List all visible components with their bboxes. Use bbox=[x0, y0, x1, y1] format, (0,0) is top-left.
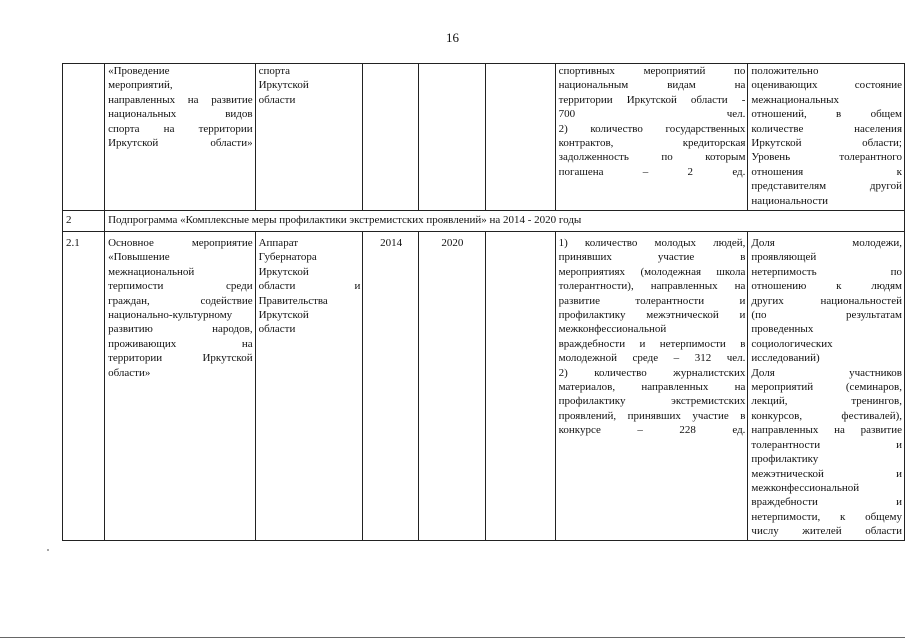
text-line: враждебности и bbox=[751, 496, 902, 509]
text-line: профилактику bbox=[751, 453, 819, 466]
text-line: мероприятий, bbox=[108, 79, 173, 92]
cell-executor bbox=[255, 64, 363, 211]
indicator-1-text bbox=[559, 236, 746, 366]
text-line: лекций, тренингов, bbox=[751, 395, 902, 408]
text-line: социологических bbox=[751, 337, 833, 350]
executor-text bbox=[259, 236, 361, 337]
text-line: нетерпимости, к общему bbox=[751, 510, 902, 523]
text-line: нетерпимость по bbox=[751, 265, 902, 278]
text-line: Иркутской bbox=[258, 265, 309, 278]
text-line: терпимости среди bbox=[108, 280, 253, 293]
text-line: Основное мероприятие bbox=[108, 237, 253, 249]
text-line: территории Иркутской bbox=[108, 352, 253, 365]
cell-year-start bbox=[363, 64, 418, 211]
text-line: принявших участие в bbox=[558, 251, 746, 264]
indicator-2-text bbox=[559, 366, 746, 438]
text-line: мероприятий (семинаров, bbox=[751, 381, 902, 394]
cell-empty bbox=[485, 232, 555, 541]
text-line: (по результатам bbox=[751, 309, 902, 322]
text-line: проявляющей bbox=[751, 251, 817, 264]
executor-text bbox=[259, 64, 361, 107]
text-line: оценивающих состояние bbox=[751, 79, 902, 92]
text-line: Уровень толерантного bbox=[751, 151, 902, 164]
cell-results bbox=[748, 64, 905, 211]
text-line: враждебности и нетерпимости в bbox=[558, 337, 746, 350]
text-line: количестве населения bbox=[751, 122, 902, 135]
text-line: межконфессиональной bbox=[558, 323, 667, 336]
text-line: толерантности), направленных на bbox=[558, 280, 746, 293]
text-line: 2) количество журналистских bbox=[558, 366, 746, 379]
text-line: межконфессиональной bbox=[751, 481, 860, 494]
text-line: направленных на развитие bbox=[108, 93, 253, 106]
text-line: конкурсе – 228 ед. bbox=[558, 424, 746, 437]
text-line: профилактику экстремистских bbox=[558, 395, 746, 408]
table-row-subprogram bbox=[63, 211, 905, 232]
text-line: Доля участников bbox=[751, 366, 902, 379]
text-line: «Повышение bbox=[108, 251, 170, 264]
cell-event bbox=[105, 64, 255, 211]
scan-bottom-edge bbox=[0, 637, 905, 638]
text-line: материалов, направленных на bbox=[558, 381, 746, 394]
text-line: области bbox=[258, 323, 296, 336]
text-line: Иркутской bbox=[258, 309, 309, 322]
text-line: контрактов, кредиторская bbox=[558, 137, 746, 150]
text-line: молодежной среде – 312 чел. bbox=[558, 352, 746, 365]
cell-indicators bbox=[555, 232, 748, 541]
program-table bbox=[62, 63, 905, 541]
text-line: задолженность по которым bbox=[558, 151, 746, 164]
event-text bbox=[108, 236, 252, 380]
text-line: представителям другой bbox=[751, 180, 902, 193]
scan-speck bbox=[47, 549, 49, 551]
cell-event bbox=[105, 232, 255, 541]
cell-year-end bbox=[418, 64, 485, 211]
text-line: спортивных мероприятий по bbox=[558, 65, 746, 77]
text-line: отношения к bbox=[751, 165, 902, 178]
text-line: погашена – 2 ед. bbox=[558, 165, 746, 178]
text-line: проявлений, принявших участие в bbox=[558, 409, 746, 422]
text-line: других национальностей bbox=[751, 294, 902, 307]
text-line: 1) количество молодых людей, bbox=[558, 237, 746, 249]
cell-number bbox=[63, 64, 105, 211]
cell-executor bbox=[255, 232, 363, 541]
text-line: исследований) bbox=[751, 352, 820, 365]
text-line: Иркутской области» bbox=[108, 137, 253, 150]
text-line: Доля молодежи, bbox=[751, 237, 902, 249]
text-line: положительно bbox=[751, 65, 819, 77]
page-number: 16 bbox=[446, 30, 459, 45]
text-line: проживающих на bbox=[108, 337, 253, 350]
text-line: граждан, содействие bbox=[108, 294, 253, 307]
text-line: развитие толерантности и bbox=[558, 294, 746, 307]
results-text bbox=[751, 64, 902, 208]
text-line: отношений, в общем bbox=[751, 108, 902, 121]
cell-year-end: 2020 bbox=[418, 232, 485, 541]
indicators-text bbox=[559, 64, 746, 179]
text-line: числу жителей области bbox=[751, 525, 902, 538]
text-line: межэтнической и bbox=[751, 467, 902, 480]
text-line: Губернатора bbox=[258, 251, 317, 264]
text-line: развитию народов, bbox=[108, 323, 253, 336]
cell-results bbox=[748, 232, 905, 541]
text-line: Аппарат bbox=[258, 237, 299, 249]
text-line: спорта bbox=[258, 65, 291, 77]
text-line: 2) количество государственных bbox=[558, 122, 746, 135]
cell-indicators bbox=[555, 64, 748, 211]
text-line: профилактику межэтнической и bbox=[558, 309, 746, 322]
text-line: отношению к людям bbox=[751, 280, 902, 293]
text-line: области bbox=[258, 93, 296, 106]
text-line: толерантности и bbox=[751, 438, 902, 451]
text-line: национальных видов bbox=[108, 108, 253, 121]
text-line: 700 чел. bbox=[558, 108, 746, 121]
text-line: проведенных bbox=[751, 323, 814, 336]
text-line: конкурсов, фестивалей), bbox=[751, 409, 902, 422]
event-text bbox=[108, 64, 252, 150]
subprogram-title: Подпрограмма «Комплексные меры профилактики экстремистских проявлений» на 2014 - 2020 годы bbox=[105, 211, 905, 232]
text-line: национальным видам на bbox=[558, 79, 746, 92]
text-line: территории Иркутской области - bbox=[558, 93, 746, 106]
cell-empty bbox=[485, 64, 555, 211]
text-line: Иркутской области; bbox=[751, 137, 902, 150]
text-line: национальности bbox=[751, 194, 829, 207]
table-row-continued bbox=[63, 64, 905, 211]
text-line: области» bbox=[108, 366, 151, 379]
cell-year-start: 2014 bbox=[363, 232, 418, 541]
text-line: направленных на развитие bbox=[751, 424, 902, 437]
text-line: мероприятиях (молодежная школа bbox=[558, 265, 746, 278]
text-line: спорта на территории bbox=[108, 122, 253, 135]
cell-number: 2.1 bbox=[63, 232, 105, 541]
text-line: Правительства bbox=[258, 294, 328, 307]
results-text bbox=[751, 236, 902, 539]
text-line: Иркутской bbox=[258, 79, 309, 92]
text-line: межнациональной bbox=[108, 265, 195, 278]
text-line: межнациональных bbox=[751, 93, 840, 106]
subprogram-number: 2 bbox=[63, 211, 105, 232]
text-line: «Проведение bbox=[108, 65, 170, 77]
table-row-main-event bbox=[63, 232, 905, 541]
text-line: национально-культурному bbox=[108, 309, 233, 322]
text-line: области и bbox=[258, 280, 361, 293]
